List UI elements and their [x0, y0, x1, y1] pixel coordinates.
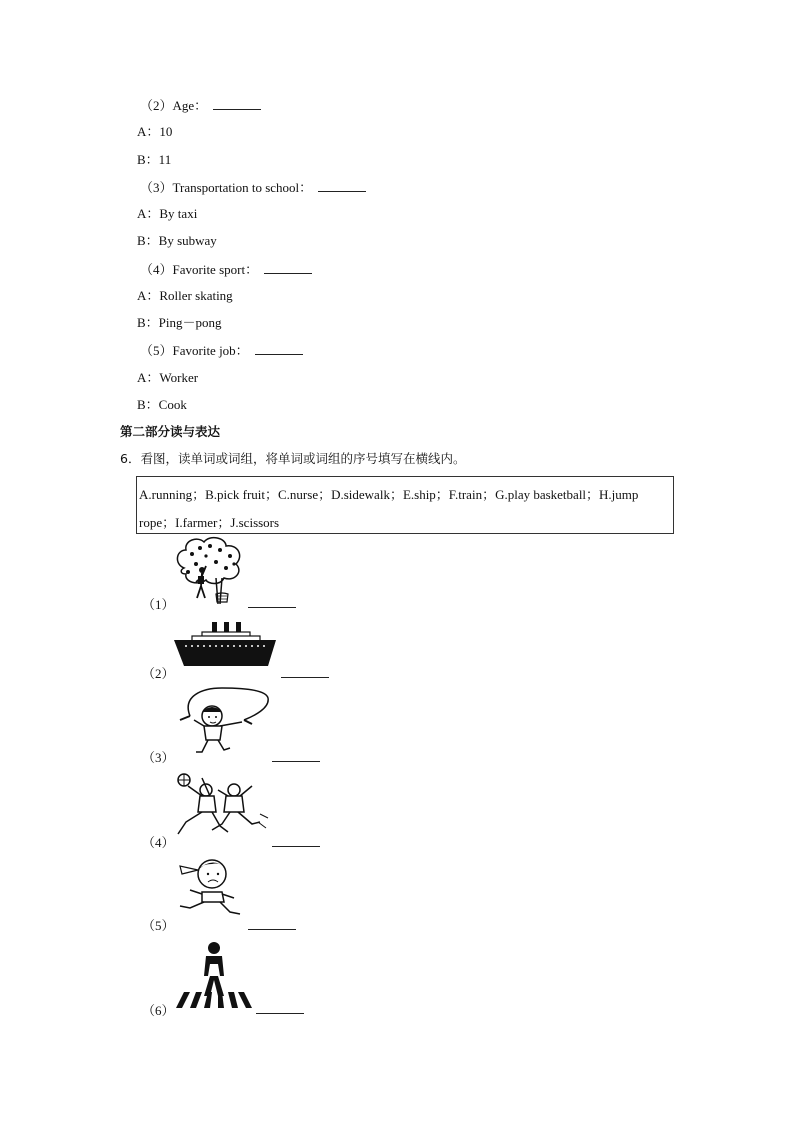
item-1-number: （1） — [142, 597, 175, 612]
item-3-number: （3） — [142, 750, 175, 765]
q4-option-b: B：Ping－pong — [137, 315, 222, 330]
item-6-number: （6） — [142, 1003, 175, 1018]
q5-label: （5）Favorite job： — [140, 342, 303, 359]
q5-option-b: B：Cook — [137, 397, 187, 412]
q2-answer-blank[interactable] — [213, 97, 261, 110]
q5-answer-blank[interactable] — [255, 342, 303, 355]
q2-label: （2）Age： — [140, 97, 261, 114]
q2-option-a: A：10 — [137, 124, 173, 139]
word-bank-text: A.running；B.pick fruit；C.nurse；D.sidewalk；E.ship；F.train；G.play basketball；H.jump rope；I.farmer；J.scissors — [139, 487, 639, 530]
item-5-answer-blank[interactable] — [248, 928, 296, 930]
section-title: 第二部分读与表达 — [120, 424, 221, 439]
item-4-number: （4） — [142, 835, 175, 850]
running-icon — [172, 856, 248, 922]
q3-answer-blank[interactable] — [318, 179, 366, 192]
item-2-number: （2） — [142, 666, 175, 681]
item-4-answer-blank[interactable] — [272, 845, 320, 847]
pick-fruit-icon — [172, 536, 248, 606]
q3-option-a: A：By taxi — [137, 206, 198, 221]
item-5-number: （5） — [142, 918, 175, 933]
q2-option-b: B：11 — [137, 152, 172, 167]
q4-answer-blank[interactable] — [264, 261, 312, 274]
q6-instruction: 6．看图，读单词或词组，将单词或词组的序号填写在横线内。 — [120, 451, 466, 466]
word-bank-box — [136, 476, 674, 534]
ship-icon — [172, 620, 280, 670]
item-2-answer-blank[interactable] — [281, 676, 329, 678]
item-1-answer-blank[interactable] — [248, 606, 296, 608]
item-3-answer-blank[interactable] — [272, 760, 320, 762]
jump-rope-icon — [172, 686, 272, 758]
q4-label: （4）Favorite sport： — [140, 261, 312, 278]
item-6-answer-blank[interactable] — [256, 1012, 304, 1014]
q3-option-b: B：By subway — [137, 233, 217, 248]
sidewalk-icon — [172, 940, 256, 1010]
q4-option-a: A：Roller skating — [137, 288, 233, 303]
q3-label: （3）Transportation to school： — [140, 179, 366, 196]
q5-option-a: A：Worker — [137, 370, 199, 385]
basketball-icon — [172, 770, 272, 842]
